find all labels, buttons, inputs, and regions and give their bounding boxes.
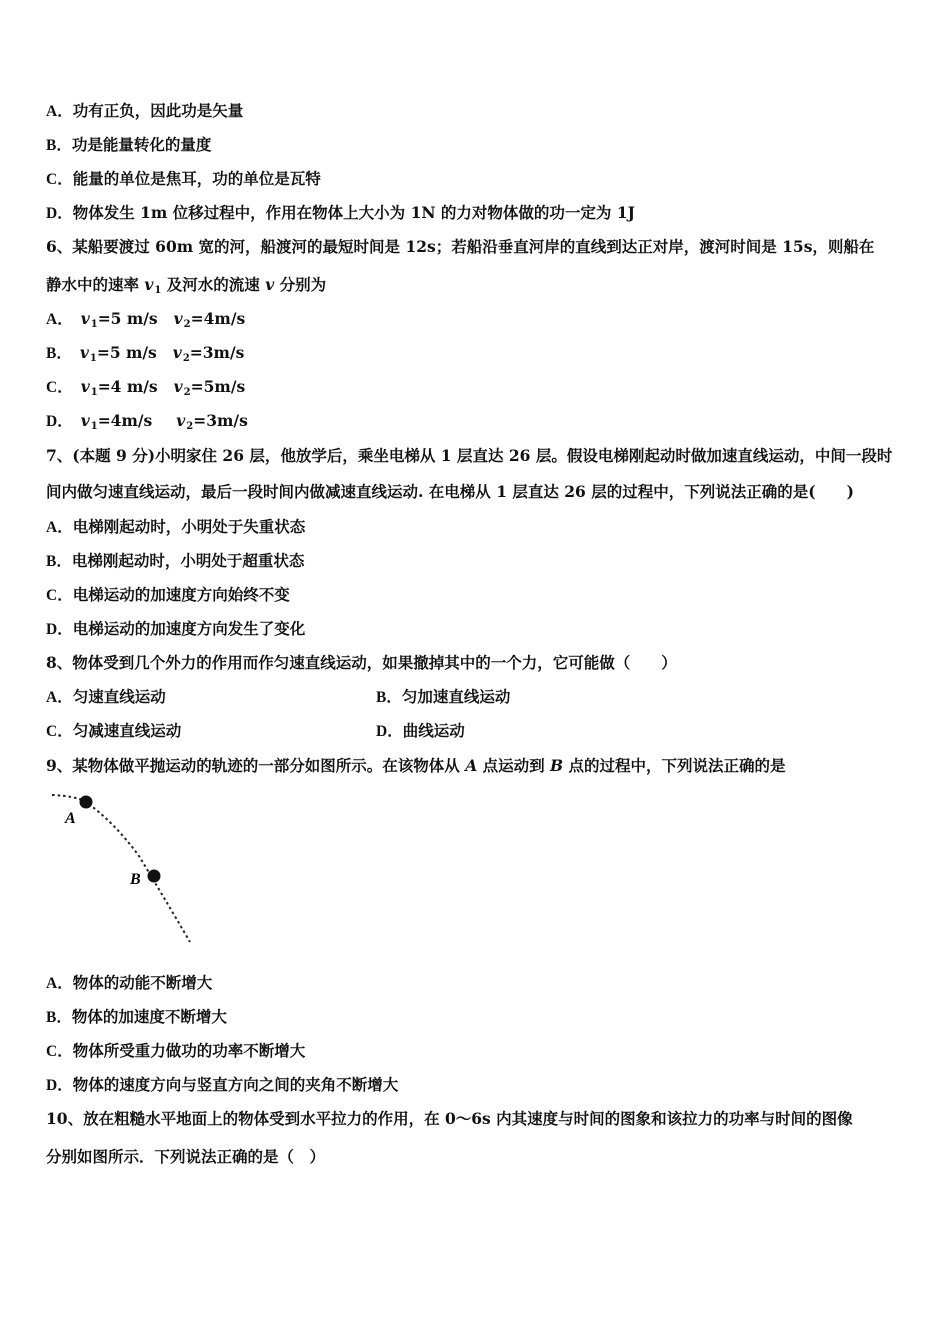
q5-option-c: C．能量的单位是焦耳，功的单位是瓦特 (46, 169, 321, 188)
q9-option-c: C．物体所受重力做功的功率不断增大 (46, 1041, 306, 1060)
projectile-trajectory-figure (44, 784, 204, 948)
point-a-marker (80, 796, 93, 809)
point-a-label: A (65, 810, 76, 827)
q8-option-b: B．匀加速直线运动 (376, 687, 511, 706)
q9-option-b: B．物体的加速度不断增大 (46, 1007, 227, 1026)
q8-option-d: D．曲线运动 (376, 721, 465, 740)
q7-stem-line1: 7、(本题 9 分)小明家住 26 层，他放学后，乘坐电梯从 1 层直达 26 层。假设电梯刚起动时做加速直线运动，中间一段时 (46, 446, 893, 465)
q9-option-a: A．物体的动能不断增大 (46, 973, 213, 992)
q5-option-b: B．功是能量转化的量度 (46, 135, 212, 154)
q9-option-d: D．物体的速度方向与竖直方向之间的夹角不断增大 (46, 1075, 399, 1094)
q7-option-b: B．电梯刚起动时，小明处于超重状态 (46, 551, 305, 570)
q6-option-b: B． v1=5 m/s v2=3m/s (46, 343, 245, 364)
q6-option-a: A． v1=5 m/s v2=4m/s (46, 309, 246, 330)
point-b-label: B (130, 871, 141, 888)
q6-option-d: D． v1=4m/s v2=3m/s (46, 411, 248, 432)
q8-option-a: A．匀速直线运动 (46, 687, 166, 706)
q5-option-a: A．功有正负，因此功是矢量 (46, 101, 244, 120)
q10-stem-line2: 分别如图所示．下列说法正确的是（ ） (46, 1147, 326, 1166)
q8-option-c: C．匀减速直线运动 (46, 721, 182, 740)
q6-option-c: C． v1=4 m/s v2=5m/s (46, 377, 246, 398)
q5-option-d: D．物体发生 1m 位移过程中，作用在物体上大小为 1N 的力对物体做的功一定为 1J (46, 203, 635, 222)
q9-stem: 9、某物体做平抛运动的轨迹的一部分如图所示。在该物体从 A 点运动到 B 点的过程中，下列说法正确的是 (46, 756, 786, 775)
q6-stem-line2: 静水中的速率 v1 及河水的流速 v 分别为 (46, 275, 327, 296)
q6-stem-line1: 6、某船要渡过 60m 宽的河，船渡河的最短时间是 12s；若船沿垂直河岸的直线到达正对岸，渡河时间是 15s，则船在 (46, 237, 875, 256)
q7-option-c: C．电梯运动的加速度方向始终不变 (46, 585, 290, 604)
q7-option-a: A．电梯刚起动时，小明处于失重状态 (46, 517, 306, 536)
q7-option-d: D．电梯运动的加速度方向发生了变化 (46, 619, 306, 638)
q8-stem: 8、物体受到几个外力的作用而作匀速直线运动，如果撤掉其中的一个力，它可能做（ ） (46, 653, 677, 672)
q7-stem-line2: 间内做匀速直线运动，最后一段时间内做减速直线运动. 在电梯从 1 层直达 26 层的过程中，下列说法正确的是( ) (46, 482, 854, 501)
point-b-marker (148, 870, 161, 883)
q10-stem-line1: 10、放在粗糙水平地面上的物体受到水平拉力的作用，在 0～6s 内其速度与时间的图象和该拉力的功率与时间的图像 (46, 1109, 853, 1128)
